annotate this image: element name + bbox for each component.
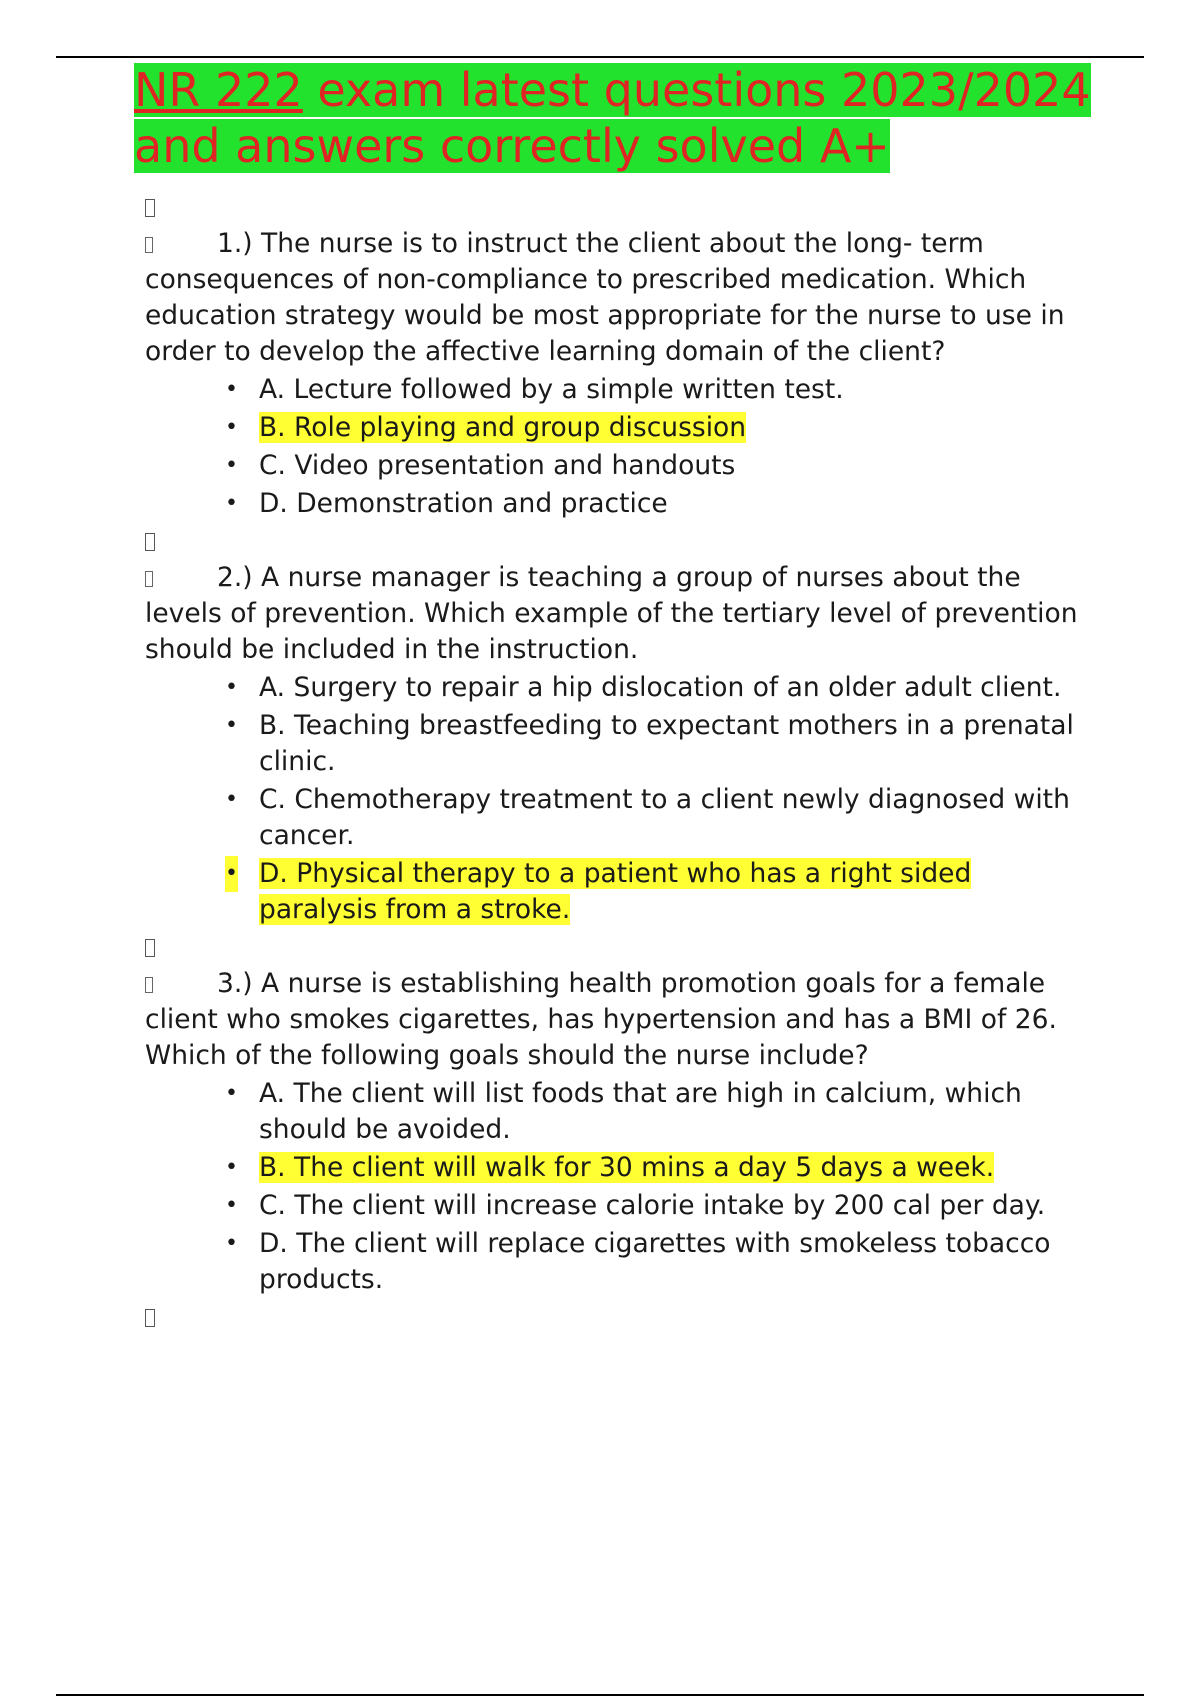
option-d: • D. The client will replace cigarettes with smokeless tobacco products. [225,1228,1051,1295]
missing-glyph-icon [145,199,155,217]
question-text: 2.) A nurse manager is teaching a group of nurses about the levels of prevention. Which example of the tertiary level of prevention should be included in the instruction. [145,562,1078,665]
question-2 [145,560,1085,668]
missing-glyph-icon [145,571,153,587]
option-list [145,670,1085,928]
option-d-correct: • D. Physical therapy to a patient who has a right sided paralysis from a stroke. [225,858,972,925]
missing-glyph-line [145,524,1085,560]
bullet-icon: • [225,1231,238,1256]
bullet-icon: • [225,1193,238,1218]
option-c: • C. The client will increase calorie intake by 200 cal per day. [223,1188,1085,1224]
option-list [145,1076,1085,1298]
question-text: 3.) A nurse is establishing health promotion goals for a female client who smokes cigarettes, has hypertension and has a BMI of 26. Which of the following goals should the nurse include? [145,968,1057,1071]
top-rule [56,56,1144,58]
question-1 [145,226,1085,370]
title-text: exam latest questions 2023/2024 and answers correctly solved A+ [134,63,1091,173]
missing-glyph-line [145,930,1085,966]
missing-glyph-line [145,190,1085,226]
missing-glyph-line [145,1300,1085,1336]
course-code: NR 222 [134,63,303,117]
bullet-icon: • [225,415,238,440]
question-text: 1.) The nurse is to instruct the client about the long- term consequences of non-compliance to prescribed medication. Which education strategy would be most appropriate for the nurse to use in order to develop the affective learning domain of the client? [145,228,1065,367]
bullet-icon: • [225,675,238,700]
missing-glyph-icon [145,1309,155,1327]
option-b-correct: • B. The client will walk for 30 mins a day 5 days a week. [223,1150,1085,1186]
bullet-icon: • [225,491,238,516]
missing-glyph-icon [145,237,153,253]
bullet-icon: • [225,713,238,738]
option-d: • D. Demonstration and practice [223,486,1085,522]
question-3 [145,966,1085,1074]
missing-glyph-icon [145,977,153,993]
missing-glyph-icon [145,939,155,957]
option-a: • A. Surgery to repair a hip dislocation of an older adult client. [223,670,1085,706]
bullet-icon: • [225,1155,238,1180]
option-c: • C. Video presentation and handouts [223,448,1085,484]
bullet-icon: • [225,787,238,812]
bullet-icon: • [225,377,238,402]
document-title [134,62,1114,174]
option-b-correct: • B. Role playing and group discussion [223,410,1085,446]
option-a: • A. Lecture followed by a simple written test. [223,372,1085,408]
bottom-rule [56,1694,1144,1696]
bullet-icon: • [225,453,238,478]
missing-glyph-icon [145,533,155,551]
option-b: • B. Teaching breastfeeding to expectant mothers in a prenatal clinic. [225,710,1074,777]
question-list [145,190,1085,1336]
option-list [145,372,1085,522]
option-a: • A. The client will list foods that are high in calcium, which should be avoided. [225,1078,1022,1145]
bullet-icon: • [225,856,238,892]
option-c: • C. Chemotherapy treatment to a client newly diagnosed with cancer. [225,784,1070,851]
bullet-icon: • [225,1081,238,1106]
